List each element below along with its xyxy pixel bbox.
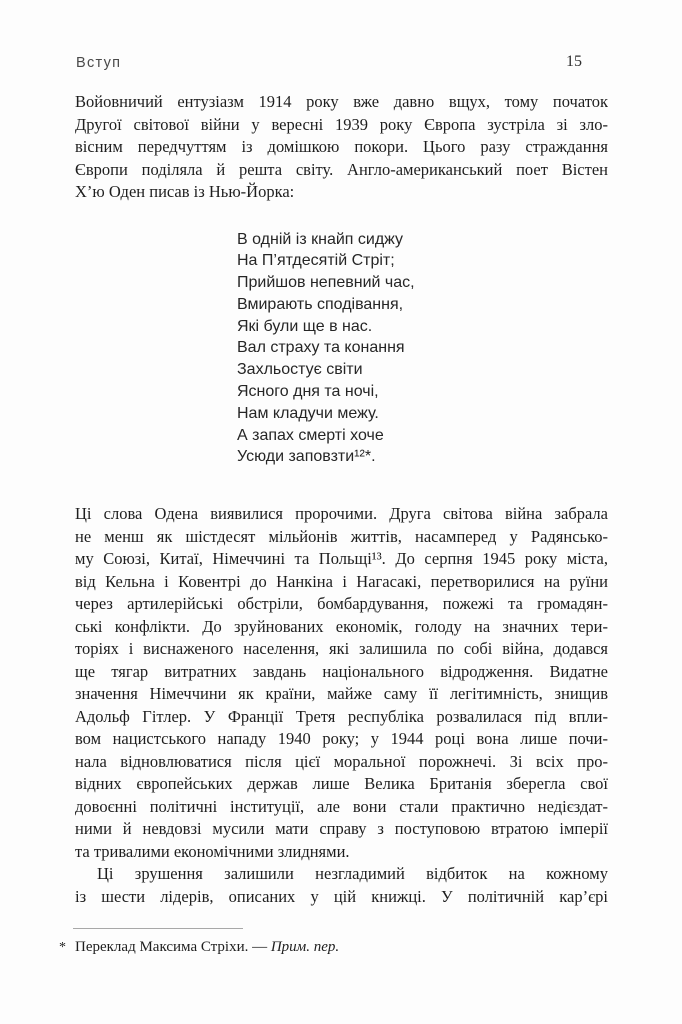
text-line: значення Німеччини як країни, майже саму її легітимність, знищив xyxy=(75,684,608,704)
poem-line: Які були ще в нас. xyxy=(237,317,373,335)
poem-line: Ясного дня та ночі, xyxy=(237,383,379,401)
text-line: ними й невдовзі мусили мати справу з поступовою втратою імперії xyxy=(75,819,608,839)
text-line: нала відновлюватися після цієї моральної порожнечі. Зі всіх про- xyxy=(75,751,608,771)
footnote-text: Переклад Максима Стріхи. — xyxy=(75,939,271,955)
text-line: ські конфлікти. До зруйнованих економік, голоду на значних тери- xyxy=(75,616,608,636)
poem-line: Вмирають сподівання, xyxy=(237,295,404,313)
footnote-rule xyxy=(73,928,243,929)
text-line: му Союзі, Китаї, Німеччині та Польщі¹³. До серпня 1945 року міста, xyxy=(75,549,608,569)
poem-line: В одній із кнайп сиджу xyxy=(237,230,404,248)
poem-line: А запах смерті хоче xyxy=(237,426,384,444)
paragraph-2 xyxy=(75,503,608,863)
poem-line: Прийшов непевний час, xyxy=(237,274,415,292)
page-number: 15 xyxy=(566,53,582,70)
text-line: від Кельна і Ковентрі до Нанкіна і Нагасакі, перетворилися на руїни xyxy=(75,571,608,591)
footnote-source-note: Прим. пер. xyxy=(270,939,340,955)
text-line: Європи поділяла й решта світу. Англо-американський поет Вістен xyxy=(75,159,608,179)
text-line: Войовничий ентузіазм 1914 року вже давно вщух, тому початок xyxy=(75,92,608,111)
text-line: Ці слова Одена виявилися пророчими. Друга світова війна забрала xyxy=(75,504,608,524)
text-line: Адольф Гітлер. У Франції Третя республіка розвалилася під впли- xyxy=(75,706,608,726)
text-line: ще тягар витратних завдань національного відродження. Видатне xyxy=(75,661,608,681)
text-line: не менш як шістдесят мільйонів життів, насамперед у Радянсько- xyxy=(75,526,608,546)
text-line: вом нацистського нападу 1940 року; у 1944 році вона лише почи- xyxy=(75,729,608,749)
paragraph-3 xyxy=(75,863,608,908)
text-line: торіях і виснаженого населення, які залишила по собі війна, додався xyxy=(75,639,608,659)
poem-line: Вал страху та конання xyxy=(237,339,405,357)
paragraph-1 xyxy=(75,91,608,204)
text-line: та тривалими економічними злиднями. xyxy=(75,841,350,861)
text-line: вісним передчуттям із домішкою покори. Цього разу страждання xyxy=(75,137,608,156)
poem-auden-quote xyxy=(237,229,608,469)
running-header-section-title: Вступ xyxy=(76,55,122,71)
text-line: Ці зрушення залишили незгладимий відбиток на кожному xyxy=(97,864,608,884)
text-line: відних європейських держав лише Велика Британія зберегла свої xyxy=(75,774,608,794)
text-line: через артилерійські обстріли, бомбардування, пожежі та громадян- xyxy=(75,594,608,614)
text-line: Х’ю Оден писав із Нью-Йорка: xyxy=(75,182,295,201)
text-line: Другої світової війни у вересні 1939 року Європа зустріла зі зло- xyxy=(75,114,608,134)
poem-line: Усюди заповзти¹²*. xyxy=(237,448,376,466)
text-line: довоєнні політичні інституції, але вони стали практично недієздат- xyxy=(75,796,608,816)
footnote xyxy=(59,937,555,957)
body-content xyxy=(75,91,608,908)
poem-line: Захльостує світи xyxy=(237,361,363,379)
footnote-marker: * xyxy=(59,940,66,955)
poem-line: На П’ятдесятій Стріт; xyxy=(237,252,395,270)
text-line: із шести лідерів, описаних у цій книжці. У політичній кар’єрі xyxy=(75,886,608,906)
poem-line: Нам кладучи межу. xyxy=(237,404,379,422)
